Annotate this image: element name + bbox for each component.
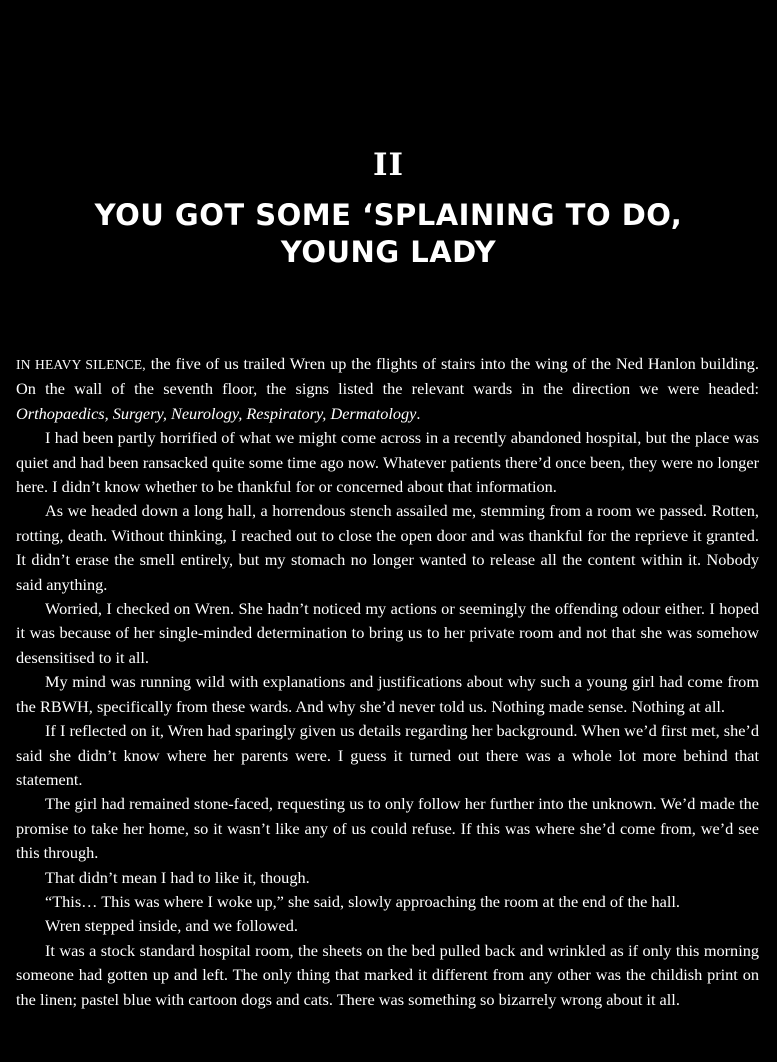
- paragraph-2: I had been partly horrified of what we might come across in a recently abandoned hospital, but the place was quiet and had been ransacked quite some time ago now. Whatever patients there’d once been, they were no longer here. I didn’t know whether to be thankful for or concerned about that information.: [16, 428, 759, 497]
- paragraph-11: It was a stock standard hospital room, the sheets on the bed pulled back and wrinkled as if only this morning someone had gotten up and left. The only thing that marked it different from any other was the childish print on the linen; pastel blue with cartoon dogs and cats. There was something so bizarrely wrong about it all.: [16, 940, 759, 1009]
- paragraph-4: Worried, I checked on Wren. She hadn’t noticed my actions or seemingly the offending odour either. I hoped it was because of her single-minded determination to bring us to her private room and not that she was somehow desensitised to it all.: [16, 599, 759, 667]
- paragraph-9: “This… This was where I woke up,” she said, slowly approaching the room at the end of the hall.: [45, 891, 680, 911]
- chapter-title: YOU GOT SOME ‘SPLAINING TO DO, YOUNG LADY: [94, 198, 683, 269]
- paragraph-5: My mind was running wild with explanations and justifications about why such a young girl had come from the RBWH, specifically from these wards. And why she’d never told us. Nothing made sense. Nothing at all.: [16, 672, 759, 716]
- chapter-number: II: [372, 147, 404, 183]
- paragraph-3: As we headed down a long hall, a horrendous stench assailed me, stemming from a room we passed. Rotten, rotting, death. Without thinking, I reached out to close the open door and was thankful for the reprieve it granted. It didn’t erase the smell entirely, but my stomach no longer wanted to release all the content within it. Nobody said anything.: [16, 501, 759, 594]
- ward-list: Orthopaedics, Surgery, Neurology, Respiratory, Dermatology: [16, 403, 417, 423]
- paragraph-8: That didn’t mean I had to like it, though.: [45, 867, 310, 887]
- chapter-body: [16, 352, 759, 1012]
- paragraph-1: [16, 352, 759, 426]
- paragraph-6: If I reflected on it, Wren had sparingly given us details regarding her background. When we’d first met, she’d said she didn’t know where her parents were. I guess it turned out there was a whole lot more behind that statement.: [16, 721, 759, 789]
- paragraph-1-text: the five of us trailed Wren up the flights of stairs into the wing of the Ned Hanlon building. On the wall of the seventh floor, the signs listed the relevant wards in the direction we were headed:: [16, 354, 759, 399]
- paragraph-10: Wren stepped inside, and we followed.: [45, 916, 298, 936]
- paragraph-1-tail: .: [416, 403, 421, 423]
- lead-smallcaps: IN HEAVY SILENCE,: [16, 357, 146, 372]
- paragraph-7: The girl had remained stone-faced, requesting us to only follow her further into the unknown. We’d made the promise to take her home, so it wasn’t like any of us could refuse. If this was where she’d come from, we’d see this through.: [16, 794, 759, 863]
